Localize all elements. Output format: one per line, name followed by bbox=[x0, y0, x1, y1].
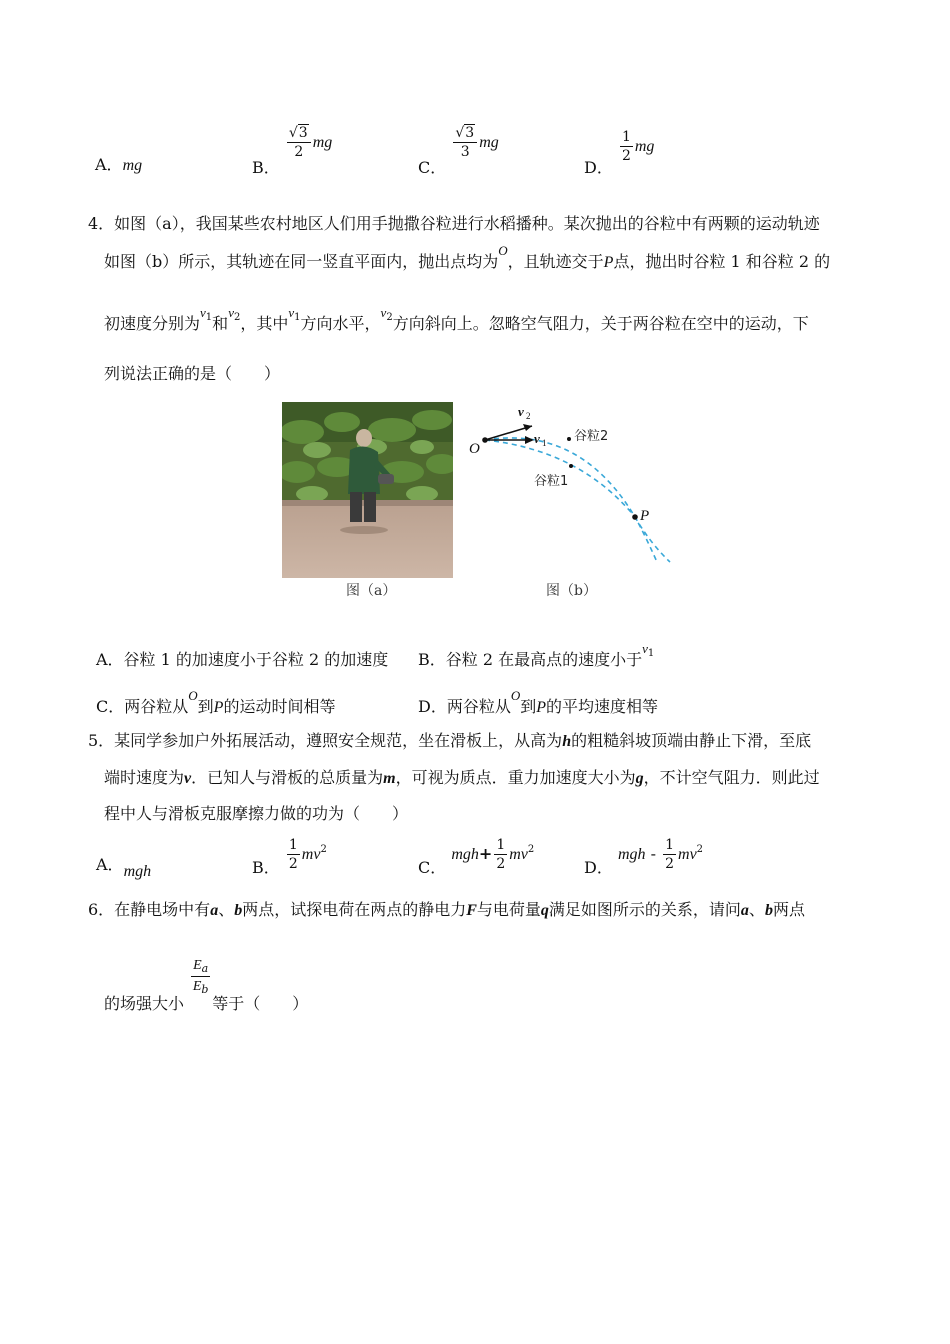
var-f: F bbox=[466, 902, 477, 919]
denominator: 2 bbox=[294, 144, 304, 160]
point-o: O bbox=[498, 243, 508, 258]
separator: 、 bbox=[748, 900, 765, 919]
subscript: 1 bbox=[294, 312, 301, 323]
label-grain-2: 谷粒2 bbox=[574, 429, 609, 444]
text: 初速度分别为 bbox=[104, 314, 201, 333]
v1-arrowhead bbox=[525, 436, 534, 444]
label-v1-subscript: 1 bbox=[542, 438, 547, 448]
figure-b-caption: 图（b） bbox=[546, 583, 597, 599]
mv: mv bbox=[301, 846, 321, 863]
text: 的粗糙斜坡顶端由静止下滑，至底 bbox=[571, 731, 812, 750]
numerator: 1 bbox=[665, 837, 675, 853]
v: v bbox=[642, 641, 648, 656]
q5-option-b bbox=[252, 837, 327, 877]
var-a: a bbox=[210, 902, 219, 919]
text: 6．在静电场中有 bbox=[88, 900, 211, 919]
text: 到 bbox=[197, 697, 214, 716]
v: v bbox=[200, 305, 206, 320]
option-label: B． bbox=[252, 858, 280, 877]
text: ，不计空气阻力．则此过 bbox=[643, 768, 820, 787]
point-p: P bbox=[536, 699, 547, 716]
text: 等于（ ） bbox=[212, 994, 309, 1013]
mv: mv bbox=[678, 846, 697, 863]
v: v bbox=[228, 305, 234, 320]
q6-line-1 bbox=[88, 900, 805, 920]
q4-line-1: 4．如图（a），我国某些农村地区人们用手抛撒谷粒进行水稻播种。某次抛出的谷粒中有两颗的运动轨迹 bbox=[88, 214, 820, 233]
v1-symbol bbox=[642, 642, 654, 657]
q5-option-c bbox=[418, 837, 535, 877]
v: v bbox=[288, 305, 295, 320]
text: 方向斜向上。忽略空气阻力，关于两谷粒在空中的运动，下 bbox=[392, 314, 809, 333]
exponent: 2 bbox=[527, 844, 535, 855]
label-grain-1: 谷粒1 bbox=[534, 474, 569, 489]
plus-sign: + bbox=[478, 844, 493, 863]
grain-1-trajectory bbox=[485, 440, 657, 562]
numerator: 1 bbox=[621, 129, 631, 145]
grain-2-trajectory bbox=[485, 438, 670, 562]
q4-line-4: 列说法正确的是（ ） bbox=[104, 364, 281, 383]
var-b: b bbox=[234, 902, 243, 919]
mv: mv bbox=[509, 846, 528, 863]
q3-option-d bbox=[584, 129, 655, 177]
option-expr: mg bbox=[122, 157, 143, 174]
q4-option-c bbox=[96, 688, 336, 717]
q4-option-b bbox=[418, 641, 655, 671]
separator: 、 bbox=[218, 900, 235, 919]
fraction-half bbox=[663, 838, 676, 871]
farmer-sowing-illustration bbox=[282, 402, 453, 578]
q4-option-a: A．谷粒 1 的加速度小于谷粒 2 的加速度 bbox=[96, 650, 389, 669]
subscript: 2 bbox=[233, 312, 241, 323]
fraction-sqrt3-over-3: $\frac{√3}{3}$ bbox=[453, 126, 477, 159]
option-label: A． bbox=[95, 155, 123, 174]
text: 与电荷量 bbox=[476, 900, 541, 919]
exponent: 2 bbox=[696, 844, 704, 855]
denominator: 2 bbox=[621, 148, 631, 164]
option-label: D． bbox=[584, 158, 613, 177]
intersection-point bbox=[632, 514, 638, 520]
grain-1-marker bbox=[569, 464, 573, 468]
q3-option-a bbox=[95, 152, 142, 175]
text: ，其中 bbox=[240, 314, 289, 333]
numerator: 1 bbox=[496, 837, 506, 853]
text: 两点 bbox=[772, 900, 805, 919]
mgh: mgh bbox=[451, 846, 479, 863]
text: 满足如图所示的关系，请问 bbox=[548, 900, 741, 919]
subscript-a: a bbox=[201, 962, 209, 975]
text: ．已知人与滑板的总质量为 bbox=[191, 768, 384, 787]
subscript: 1 bbox=[647, 648, 655, 659]
text: 的运动时间相等 bbox=[223, 697, 336, 716]
var-b: b bbox=[764, 902, 773, 919]
option-label: C． bbox=[418, 858, 447, 877]
fraction-ea-over-eb bbox=[191, 958, 210, 995]
mgh: mgh bbox=[617, 846, 646, 863]
q5-option-a bbox=[96, 852, 152, 880]
point-p: P bbox=[213, 699, 224, 716]
q6-line-2 bbox=[104, 958, 309, 1013]
radicand: 3 bbox=[465, 125, 475, 141]
q3-option-c bbox=[418, 125, 499, 177]
q5-line-3: 程中人与滑板克服摩擦力做的功为（ ） bbox=[104, 804, 409, 823]
q5-option-d bbox=[584, 837, 704, 877]
fraction-half bbox=[287, 838, 300, 871]
var-a: a bbox=[740, 902, 749, 919]
q4-option-d bbox=[418, 688, 659, 717]
q4-line-2 bbox=[104, 243, 831, 272]
text: 5．某同学参加户外拓展活动，遵照安全规范，坐在滑板上，从高为 bbox=[88, 731, 563, 750]
label-v2: v bbox=[518, 404, 524, 419]
text: 方向水平， bbox=[300, 314, 381, 333]
label-v2-subscript: 2 bbox=[526, 411, 531, 421]
denominator: 2 bbox=[496, 856, 506, 872]
point-o: O bbox=[188, 688, 198, 703]
denominator: 3 bbox=[460, 144, 470, 160]
q4-line-3 bbox=[104, 305, 809, 336]
var-h: h bbox=[562, 733, 572, 750]
q5-line-1 bbox=[88, 731, 811, 751]
text: ，且轨迹交于 bbox=[507, 252, 604, 271]
fraction-half bbox=[494, 838, 507, 871]
q3-option-b bbox=[252, 125, 333, 177]
minus-sign: - bbox=[650, 844, 656, 863]
text: C．两谷粒从 bbox=[96, 697, 189, 716]
var-v: v bbox=[184, 770, 192, 787]
exponent: 2 bbox=[320, 844, 327, 855]
option-expr: mgh bbox=[123, 863, 152, 880]
text: 的平均速度相等 bbox=[546, 697, 659, 716]
text: B．谷粒 2 在最高点的速度小于 bbox=[418, 650, 643, 669]
numerator: 1 bbox=[288, 837, 298, 853]
E: E bbox=[192, 979, 202, 994]
radicand: 3 bbox=[298, 125, 308, 141]
option-expr: mg bbox=[634, 138, 655, 155]
v2-symbol bbox=[381, 306, 393, 321]
subscript: 2 bbox=[386, 312, 393, 323]
E: E bbox=[193, 958, 202, 973]
origin-point bbox=[482, 437, 488, 443]
option-expr: mg bbox=[312, 134, 333, 151]
option-label: A． bbox=[96, 855, 124, 874]
label-v1: v bbox=[534, 431, 540, 446]
denominator: 2 bbox=[665, 856, 675, 872]
point-o: O bbox=[510, 688, 521, 703]
figure-a-caption: 图（a） bbox=[346, 583, 397, 599]
text: 点，抛出时谷粒 1 和谷粒 2 的 bbox=[613, 252, 831, 271]
subscript: 1 bbox=[205, 312, 213, 323]
var-q: q bbox=[540, 902, 549, 919]
text: 如图（b）所示，其轨迹在同一竖直平面内，抛出点均为 bbox=[104, 252, 499, 271]
q5-line-2 bbox=[104, 768, 820, 788]
denominator: 2 bbox=[288, 856, 298, 872]
subscript-b: b bbox=[201, 983, 209, 996]
text: 端时速度为 bbox=[104, 768, 185, 787]
option-label: C． bbox=[418, 158, 447, 177]
option-label: D． bbox=[584, 858, 613, 877]
text: 两点，试探电荷在两点的静电力 bbox=[242, 900, 467, 919]
label-p: P bbox=[640, 508, 650, 524]
text: 的场强大小 bbox=[104, 994, 185, 1013]
fraction-sqrt3-over-2: $\frac{√3}{2}$ bbox=[287, 126, 311, 159]
text: 到 bbox=[520, 697, 537, 716]
var-g: g bbox=[635, 770, 644, 787]
point-p: P bbox=[603, 254, 614, 271]
v1-symbol bbox=[288, 306, 300, 321]
v: v bbox=[380, 305, 387, 320]
figure-b-trajectory-diagram bbox=[460, 395, 680, 570]
text: 和 bbox=[212, 314, 229, 333]
option-expr: mg bbox=[479, 134, 499, 151]
text: D．两谷粒从 bbox=[418, 697, 511, 716]
grain-2-marker bbox=[567, 437, 571, 441]
label-o: O bbox=[469, 441, 480, 457]
v2-symbol bbox=[228, 306, 240, 321]
v1-symbol bbox=[200, 306, 212, 321]
option-label: B． bbox=[252, 158, 280, 177]
text: ，可视为质点．重力加速度大小为 bbox=[395, 768, 636, 787]
fraction-1-over-2 bbox=[620, 130, 633, 163]
var-m: m bbox=[383, 770, 396, 787]
figure-a-photo bbox=[282, 402, 453, 578]
